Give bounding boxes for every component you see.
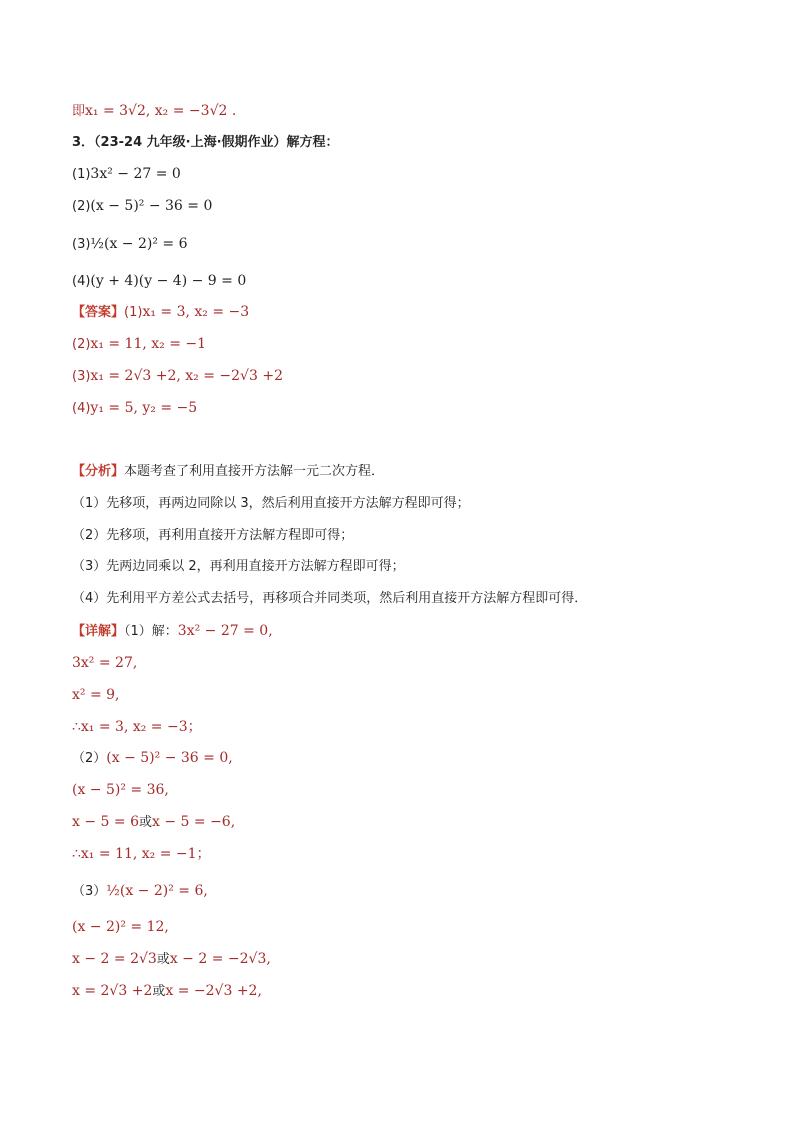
part-4-label: (4) [72, 274, 91, 289]
question-title [72, 134, 339, 152]
solution-1-step-1 [72, 654, 137, 673]
analysis-step-3 [72, 558, 405, 576]
solution-2-step-2-right: x − 5 = −6, [152, 814, 236, 830]
solution-2-result-math: ∴x₁ = 11, x₂ = −1； [72, 846, 211, 862]
part-3-equation: ½(x − 2)² = 6 [90, 236, 188, 252]
answer-line-2 [72, 335, 206, 354]
solution-3-or-2: 或 [152, 984, 166, 999]
answer-line-1 [72, 303, 249, 322]
solution-2-header-math: (x − 5)² − 36 = 0, [106, 750, 233, 766]
solution-3-step-2 [72, 950, 271, 969]
analysis-step-4-text: （4）先利用平方差公式去括号，再移项合并同类项，然后利用直接开方法解方程即可得． [72, 591, 588, 606]
answer-1-label: (1) [124, 305, 143, 320]
solution-3-or: 或 [156, 952, 170, 967]
answer-line-4 [72, 399, 197, 418]
analysis-line [72, 463, 384, 481]
question-part-2 [72, 197, 212, 216]
solution-2-result [72, 845, 211, 864]
detail-tag: 【详解】 [72, 624, 125, 639]
solution-1-result-math: ∴x₁ = 3, x₂ = −3； [72, 719, 202, 735]
solution-1-step-1-math: 3x² = 27, [72, 655, 138, 671]
answer-3-label: (3) [72, 369, 91, 384]
solution-3-step-3-left: x = 2√3 +2 [72, 983, 153, 999]
part-1-equation: 3x² − 27 = 0 [90, 166, 181, 182]
analysis-step-2 [72, 527, 353, 545]
part-2-equation: (x − 5)² − 36 = 0 [90, 198, 213, 214]
answer-1-math: x₁ = 3, x₂ = −3 [142, 304, 250, 320]
answer-4-label: (4) [72, 401, 91, 416]
solution-3-header-math: ½(x − 2)² = 6, [106, 883, 208, 899]
prev-result-prefix: 即 [72, 104, 86, 119]
solution-3-step-1 [72, 918, 169, 937]
analysis-step-2-text: （2）先移项，再利用直接开方法解方程即可得； [72, 528, 354, 543]
part-2-label: (2) [72, 199, 91, 214]
solution-3-step-3 [72, 982, 262, 1001]
answer-3-math: x₁ = 2√3 +2, x₂ = −2√3 +2 [90, 368, 283, 384]
part-4-equation: (y + 4)(y − 4) − 9 = 0 [90, 273, 247, 289]
analysis-step-4 [72, 590, 587, 608]
prev-result-line [72, 102, 236, 121]
answer-line-3 [72, 367, 283, 386]
analysis-text: 本题考查了利用直接开方法解一元二次方程． [124, 464, 385, 479]
question-title-text: 3．（23-24 九年级·上海·假期作业）解方程： [72, 135, 339, 150]
answer-2-label: (2) [72, 337, 91, 352]
answer-4-math: y₁ = 5, y₂ = −5 [90, 400, 198, 416]
solution-2-header [72, 749, 233, 768]
analysis-tag: 【分析】 [72, 464, 125, 479]
analysis-step-1-text: （1）先移项，再两边同除以 3，然后利用直接开方法解方程即可得； [72, 496, 470, 511]
solution-2-step-1 [72, 781, 169, 800]
solution-2-step-2-left: x − 5 = 6 [72, 814, 139, 830]
part-3-label: (3) [72, 237, 91, 252]
solution-3-header [72, 882, 208, 901]
solution-2-step-2 [72, 813, 235, 832]
solution-1-step-2-math: x² = 9, [72, 687, 120, 703]
question-part-4 [72, 272, 246, 291]
answer-2-math: x₁ = 11, x₂ = −1 [90, 336, 207, 352]
solution-2-or: 或 [138, 815, 152, 830]
solution-3-step-2-left: x − 2 = 2√3 [72, 951, 157, 967]
solution-1-step-2 [72, 686, 120, 705]
prev-result-math: x₁ = 3√2, x₂ = −3√2 . [85, 103, 237, 119]
solution-1-result [72, 718, 202, 737]
solution-3-label: （3） [72, 884, 107, 899]
solution-2-step-1-math: (x − 5)² = 36, [72, 782, 169, 798]
solution-3-step-2-right: x − 2 = −2√3, [169, 951, 271, 967]
solution-3-step-1-math: (x − 2)² = 12, [72, 919, 169, 935]
analysis-step-1 [72, 495, 470, 513]
detail-line [72, 622, 273, 641]
solution-2-label: （2） [72, 751, 107, 766]
detail-prefix: （1）解： [124, 624, 178, 639]
detail-math: 3x² − 27 = 0, [177, 623, 273, 639]
analysis-step-3-text: （3）先两边同乘以 2，再利用直接开方法解方程即可得； [72, 559, 405, 574]
part-1-label: (1) [72, 167, 91, 182]
question-part-1 [72, 165, 181, 184]
answer-tag: 【答案】 [72, 305, 125, 320]
question-part-3 [72, 235, 188, 254]
solution-3-step-3-right: x = −2√3 +2, [165, 983, 262, 999]
